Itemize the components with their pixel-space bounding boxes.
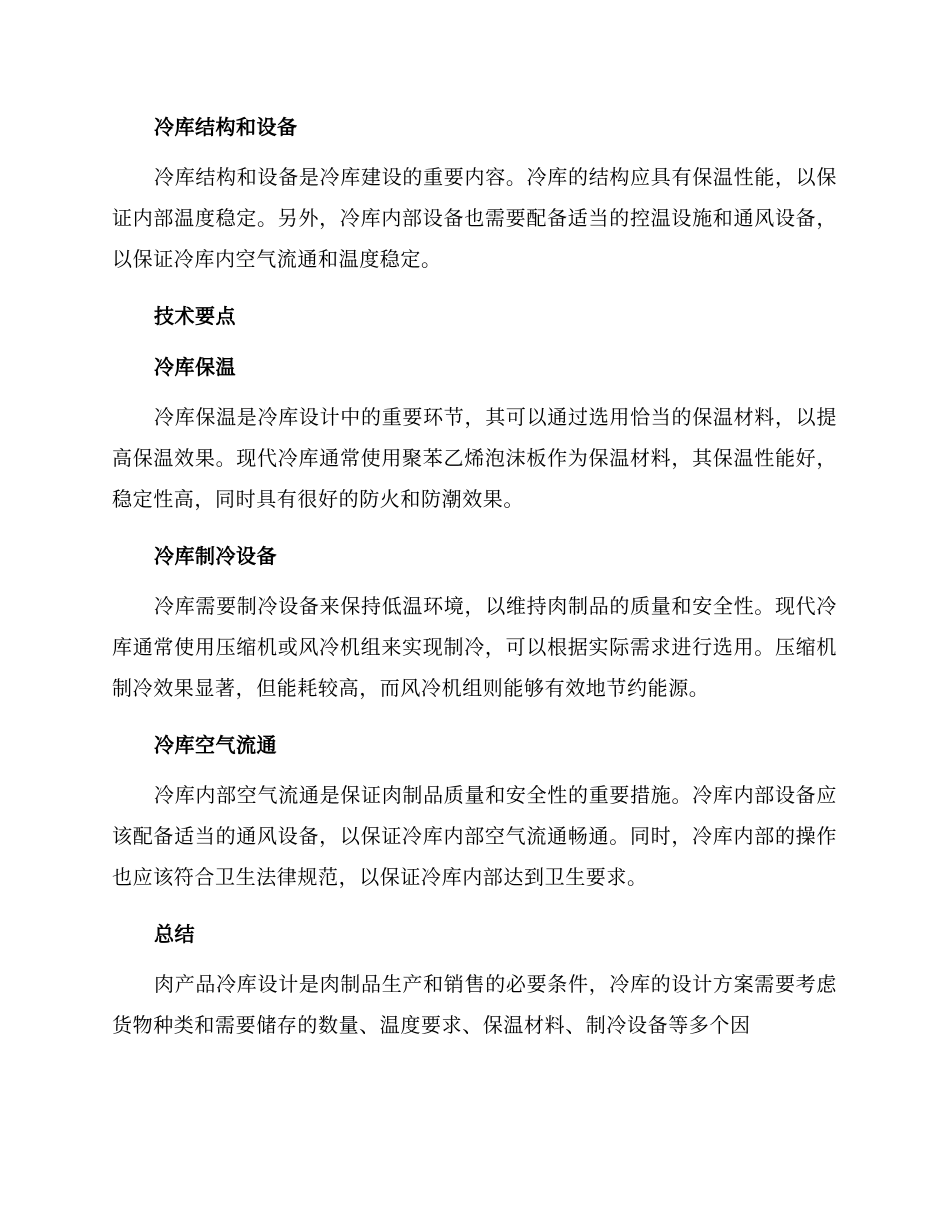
section-paragraph-structure: 冷库结构和设备是冷库建设的重要内容。冷库的结构应具有保温性能，以保证内部温度稳定。另外，冷库内部设备也需要配备适当的控温设施和通风设备，以保证冷库内空气流通和温度稳定。 [112, 165, 837, 271]
section-paragraph-refrigeration: 冷库需要制冷设备来保持低温环境，以维持肉制品的质量和安全性。现代冷库通常使用压缩机或风冷机组来实现制冷，可以根据实际需求进行选用。压缩机制冷效果显著，但能耗较高，而风冷机组则能够有效地节约能源。 [112, 594, 837, 700]
section-heading-structure: 冷库结构和设备 [154, 115, 298, 139]
section-heading-summary: 总结 [154, 922, 195, 946]
section-paragraph-insulation: 冷库保温是冷库设计中的重要环节，其可以通过选用恰当的保温材料，以提高保温效果。现代冷库通常使用聚苯乙烯泡沫板作为保温材料，其保温性能好，稳定性高，同时具有很好的防火和防潮效果。 [112, 405, 837, 511]
section-heading-refrigeration: 冷库制冷设备 [154, 544, 277, 568]
section-heading-air-circulation: 冷库空气流通 [154, 733, 277, 757]
section-paragraph-air-circulation: 冷库内部空气流通是保证肉制品质量和安全性的重要措施。冷库内部设备应该配备适当的通风设备，以保证冷库内部空气流通畅通。同时，冷库内部的操作也应该符合卫生法律规范，以保证冷库内部达到卫生要求。 [112, 783, 837, 889]
section-heading-insulation: 冷库保温 [154, 355, 236, 379]
section-paragraph-summary: 肉产品冷库设计是肉制品生产和销售的必要条件，冷库的设计方案需要考虑货物种类和需要储存的数量、温度要求、保温材料、制冷设备等多个因 [112, 972, 837, 1037]
section-heading-tech-points: 技术要点 [154, 304, 236, 328]
document-body [112, 112, 837, 1046]
